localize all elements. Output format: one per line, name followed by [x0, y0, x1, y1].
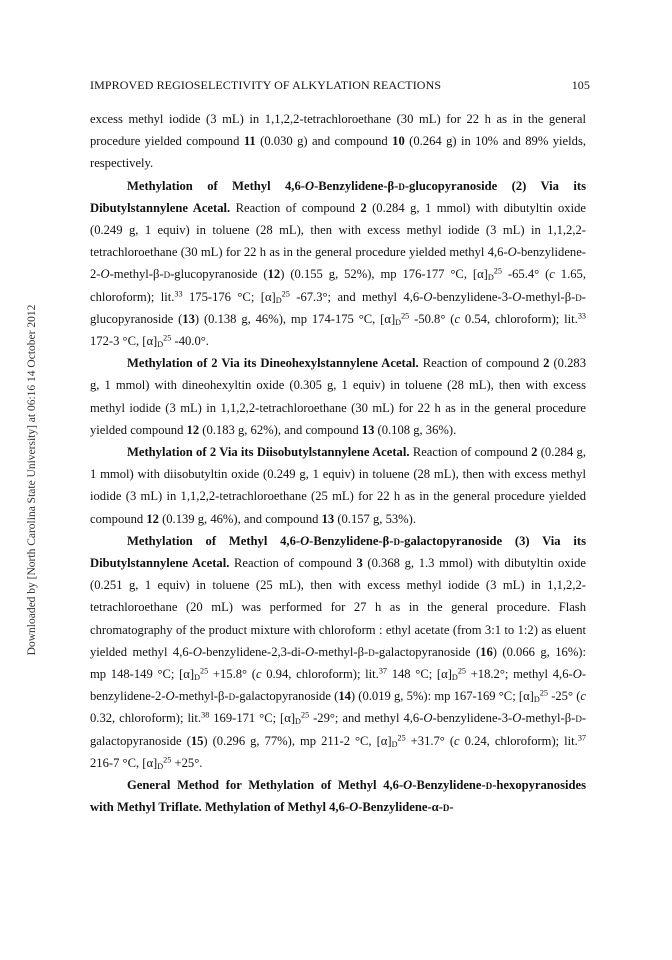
- text-run: -Benzylidene-: [412, 778, 486, 793]
- text-run: O: [165, 689, 175, 704]
- text-run: Reaction of compound: [409, 445, 532, 460]
- text-run: 216-7 °C, [α]: [90, 755, 158, 770]
- text-run: d: [393, 533, 400, 548]
- text-run: -benzylidene-3-: [432, 289, 513, 304]
- text-run: O: [572, 667, 582, 682]
- download-notice: Downloaded by [North Carolina State University] at 06:16 14 October 2012: [26, 304, 38, 656]
- text-run: 172-3 °C, [α]: [90, 334, 158, 349]
- text-run: D: [157, 340, 164, 350]
- text-run: (0.108 g, 36%).: [374, 422, 457, 437]
- paragraph: [90, 530, 586, 774]
- text-run: d: [163, 267, 171, 282]
- text-run: O: [423, 289, 433, 304]
- paragraph: [90, 108, 586, 175]
- text-run: 169-171 °C; [α]: [209, 711, 296, 726]
- text-run: 0.32, chloroform); lit.: [90, 711, 202, 726]
- text-run: -benzylidene-2-: [90, 245, 586, 282]
- text-run: 16: [480, 644, 493, 659]
- text-run: c: [580, 689, 586, 704]
- text-run: c: [454, 311, 461, 326]
- text-run: O: [507, 245, 517, 260]
- text-run: -methyl-β-: [314, 644, 369, 659]
- text-run: (0.284 g, 1 mmol) with diisobutyltin oxide (0.249 g, 1 equiv) in toluene (28 mL), then with excess methyl iodide (3 mL) in 1,1,2,2-tetrachloroethane (25 mL) for 22 h as in the general procedure yielded compound: [90, 445, 586, 526]
- text-run: O: [349, 800, 359, 815]
- text-run: 37: [577, 733, 586, 743]
- text-run: 2: [531, 445, 538, 460]
- text-run: (0.139 g, 46%), and compound: [158, 511, 322, 526]
- text-run: (0.284 g, 1 mmol) with dibutyltin oxide (0.249 g, 1 equiv) in toluene (28 mL), then with excess methyl iodide (3 mL) in 1,1,2,2-tetrachloroethane (30 mL) for 22 h as in the general procedure yielded methyl 4,6-: [90, 200, 586, 260]
- text-run: -benzylidene-3-: [432, 711, 513, 726]
- text-run: D: [451, 673, 458, 683]
- page-number: 105: [571, 78, 590, 92]
- text-run: D: [391, 739, 398, 749]
- text-run: Methylation of 2 Via its Dineohexylstannylene Acetal.: [127, 356, 419, 371]
- text-run: 12: [146, 511, 159, 526]
- text-run: D: [194, 673, 200, 683]
- text-run: 25: [200, 666, 209, 676]
- text-run: (0.183 g, 62%), and compound: [199, 422, 362, 437]
- paragraph: [90, 774, 586, 818]
- text-run: O: [403, 778, 413, 793]
- text-run: -29°; and methyl 4,6-: [309, 711, 424, 726]
- text-run: 37: [378, 666, 387, 676]
- text-run: -40.0°.: [171, 334, 209, 349]
- text-run: 14: [338, 689, 351, 704]
- text-run: d: [575, 711, 582, 726]
- text-run: 25: [539, 688, 548, 698]
- text-run: ) (0.296 g, 77%), mp 211-2 °C, [α]: [203, 733, 392, 748]
- text-run: O: [192, 644, 202, 659]
- text-run: 0.54, chloroform); lit.: [460, 311, 578, 326]
- text-run: 33: [174, 289, 183, 299]
- text-run: d: [575, 289, 582, 304]
- text-run: 38: [201, 710, 210, 720]
- text-run: 25: [163, 333, 172, 343]
- text-run: D: [533, 695, 540, 705]
- text-run: O: [305, 644, 315, 659]
- text-run: -: [449, 800, 454, 815]
- text-run: 25: [397, 733, 406, 743]
- text-run: Methylation of Methyl 4,6-: [204, 800, 350, 815]
- text-run: 13: [182, 311, 195, 326]
- text-run: c: [255, 667, 262, 682]
- text-run: +25°.: [171, 755, 203, 770]
- text-run: General Method for Methylation of Methyl 4,6-: [127, 778, 404, 793]
- text-run: -benzylidene-2,3-di-: [201, 644, 306, 659]
- text-run: Reaction of compound: [418, 356, 544, 371]
- text-run: ) (0.066 g, 16%): mp 148-149 °C; [α]: [90, 644, 587, 682]
- text-run: d: [398, 178, 405, 193]
- text-run: O: [512, 711, 522, 726]
- text-run: 11: [243, 134, 256, 149]
- text-run: -glucopyranoside (: [170, 267, 268, 282]
- text-run: 1.65, chloroform); lit.: [90, 267, 586, 304]
- text-run: O: [300, 533, 310, 548]
- text-run: -Benzylidene-α-: [358, 800, 443, 815]
- text-run: O: [304, 178, 315, 193]
- text-run: -methyl-β-: [521, 289, 576, 304]
- text-run: +31.7° (: [405, 733, 455, 748]
- text-run: Methylation of Methyl 4,6-: [127, 178, 305, 193]
- text-run: O: [512, 289, 522, 304]
- text-run: 25: [401, 311, 410, 321]
- text-run: ) (0.138 g, 46%), mp 174-175 °C, [α]: [194, 311, 396, 326]
- article-body: [90, 108, 586, 819]
- text-run: O: [423, 711, 433, 726]
- text-run: 10: [392, 134, 405, 149]
- text-run: 25: [300, 710, 310, 720]
- text-run: ) (0.155 g, 52%), mp 176-177 °C, [α]: [280, 267, 488, 282]
- text-run: 148 °C; [α]: [387, 667, 452, 682]
- text-run: 2: [360, 200, 367, 215]
- text-run: 12: [186, 422, 200, 437]
- text-run: Reaction of compound: [229, 556, 357, 571]
- text-run: d: [442, 800, 450, 815]
- text-run: (0.264 g) in 10% and 89% yields, respectively.: [90, 134, 586, 171]
- text-run: 13: [361, 422, 375, 437]
- text-run: d: [228, 689, 236, 704]
- text-run: 25: [281, 289, 290, 299]
- text-run: 13: [321, 511, 335, 526]
- text-run: -67.3°; and methyl 4,6-: [289, 289, 424, 304]
- text-run: Methylation of Methyl 4,6-: [127, 533, 301, 548]
- text-run: D: [275, 295, 282, 305]
- text-run: -benzylidene-2-: [90, 667, 587, 704]
- text-run: -glucopyranoside (2) Via its Dibutylstannylene Acetal.: [90, 178, 586, 215]
- running-title: IMPROVED REGIOSELECTIVITY OF ALKYLATION REACTIONS: [90, 78, 442, 92]
- text-run: D: [295, 717, 301, 727]
- text-run: c: [549, 267, 555, 282]
- text-run: -Benzylidene-β-: [314, 178, 399, 193]
- text-run: (0.283 g, 1 mmol) with dineohexyltin oxide (0.305 g, 1 equiv) in toluene (28 mL), then with excess methyl iodide (3 mL) in 1,1,2,2-tetrachloroethane (30 mL) for 22 h as in the general procedure yielded compound: [90, 356, 586, 437]
- text-run: +15.8° (: [208, 667, 256, 682]
- download-watermark: [0, 0, 60, 960]
- text-run: Methylation of 2 Via its Diisobutylstannylene Acetal.: [127, 445, 410, 460]
- text-run: -methyl-β-: [174, 689, 229, 704]
- text-run: -galactopyranoside (: [90, 711, 587, 748]
- text-run: D: [395, 317, 402, 327]
- text-run: -50.8° (: [409, 311, 455, 326]
- text-run: -galactopyranoside (: [374, 644, 481, 659]
- text-run: 25: [493, 266, 502, 276]
- text-run: 175-176 °C; [α]: [182, 289, 276, 304]
- text-run: (0.368 g, 1.3 mmol) with dibutyltin oxide (0.251 g, 1 equiv) in toluene (25 mL), then with excess methyl iodide (3 mL) in 1,1,2,2-tetrachloroethane (20 mL) was performed for 27 h as in the general procedure. Flash chromatography of the product mixture with chloroform : ethyl acetate (from 3:1 to 1:2) as eluent yielded methyl 4,6-: [90, 556, 587, 659]
- text-run: -Benzylidene-β-: [309, 533, 394, 548]
- text-run: 33: [577, 311, 586, 321]
- text-run: (0.157 g, 53%).: [334, 511, 417, 526]
- text-run: -galactopyranoside (3) Via its Dibutylstannylene Acetal.: [90, 533, 586, 571]
- text-run: 2: [543, 356, 550, 371]
- text-run: -25° (: [548, 689, 581, 704]
- text-run: -glucopyranoside (: [90, 289, 586, 326]
- text-run: ) (0.019 g, 5%): mp 167-169 °C; [α]: [350, 689, 534, 704]
- text-run: 25: [457, 666, 467, 676]
- text-run: 12: [267, 267, 281, 282]
- paragraph: [90, 175, 586, 353]
- text-run: -65.4° (: [501, 267, 550, 282]
- text-run: d: [485, 778, 493, 793]
- paragraph: [90, 352, 586, 441]
- text-run: -galactopyranoside (: [235, 689, 339, 704]
- text-run: (0.030 g) and compound: [255, 134, 393, 149]
- running-header: [90, 78, 590, 96]
- text-run: Reaction of compound: [230, 200, 361, 215]
- text-run: -methyl-β-: [109, 267, 164, 282]
- text-run: c: [454, 733, 460, 748]
- text-run: -methyl-β-: [521, 711, 576, 726]
- paragraph: [90, 441, 586, 530]
- text-run: D: [157, 761, 164, 771]
- text-run: 15: [190, 733, 204, 748]
- text-run: 0.94, chloroform); lit.: [261, 667, 379, 682]
- text-run: -hexopyranosides with Methyl Triflate.: [90, 778, 586, 815]
- text-run: O: [100, 267, 110, 282]
- text-run: d: [368, 644, 375, 659]
- text-run: 25: [163, 755, 172, 765]
- text-run: D: [487, 273, 494, 283]
- text-run: +18.2°; methyl 4,6-: [466, 667, 573, 682]
- text-run: 0.24, chloroform); lit.: [459, 733, 578, 748]
- text-run: excess methyl iodide (3 mL) in 1,1,2,2-tetrachloroethane (30 mL) for 22 h as in the general procedure yielded compound: [90, 112, 586, 149]
- text-run: 3: [356, 556, 363, 571]
